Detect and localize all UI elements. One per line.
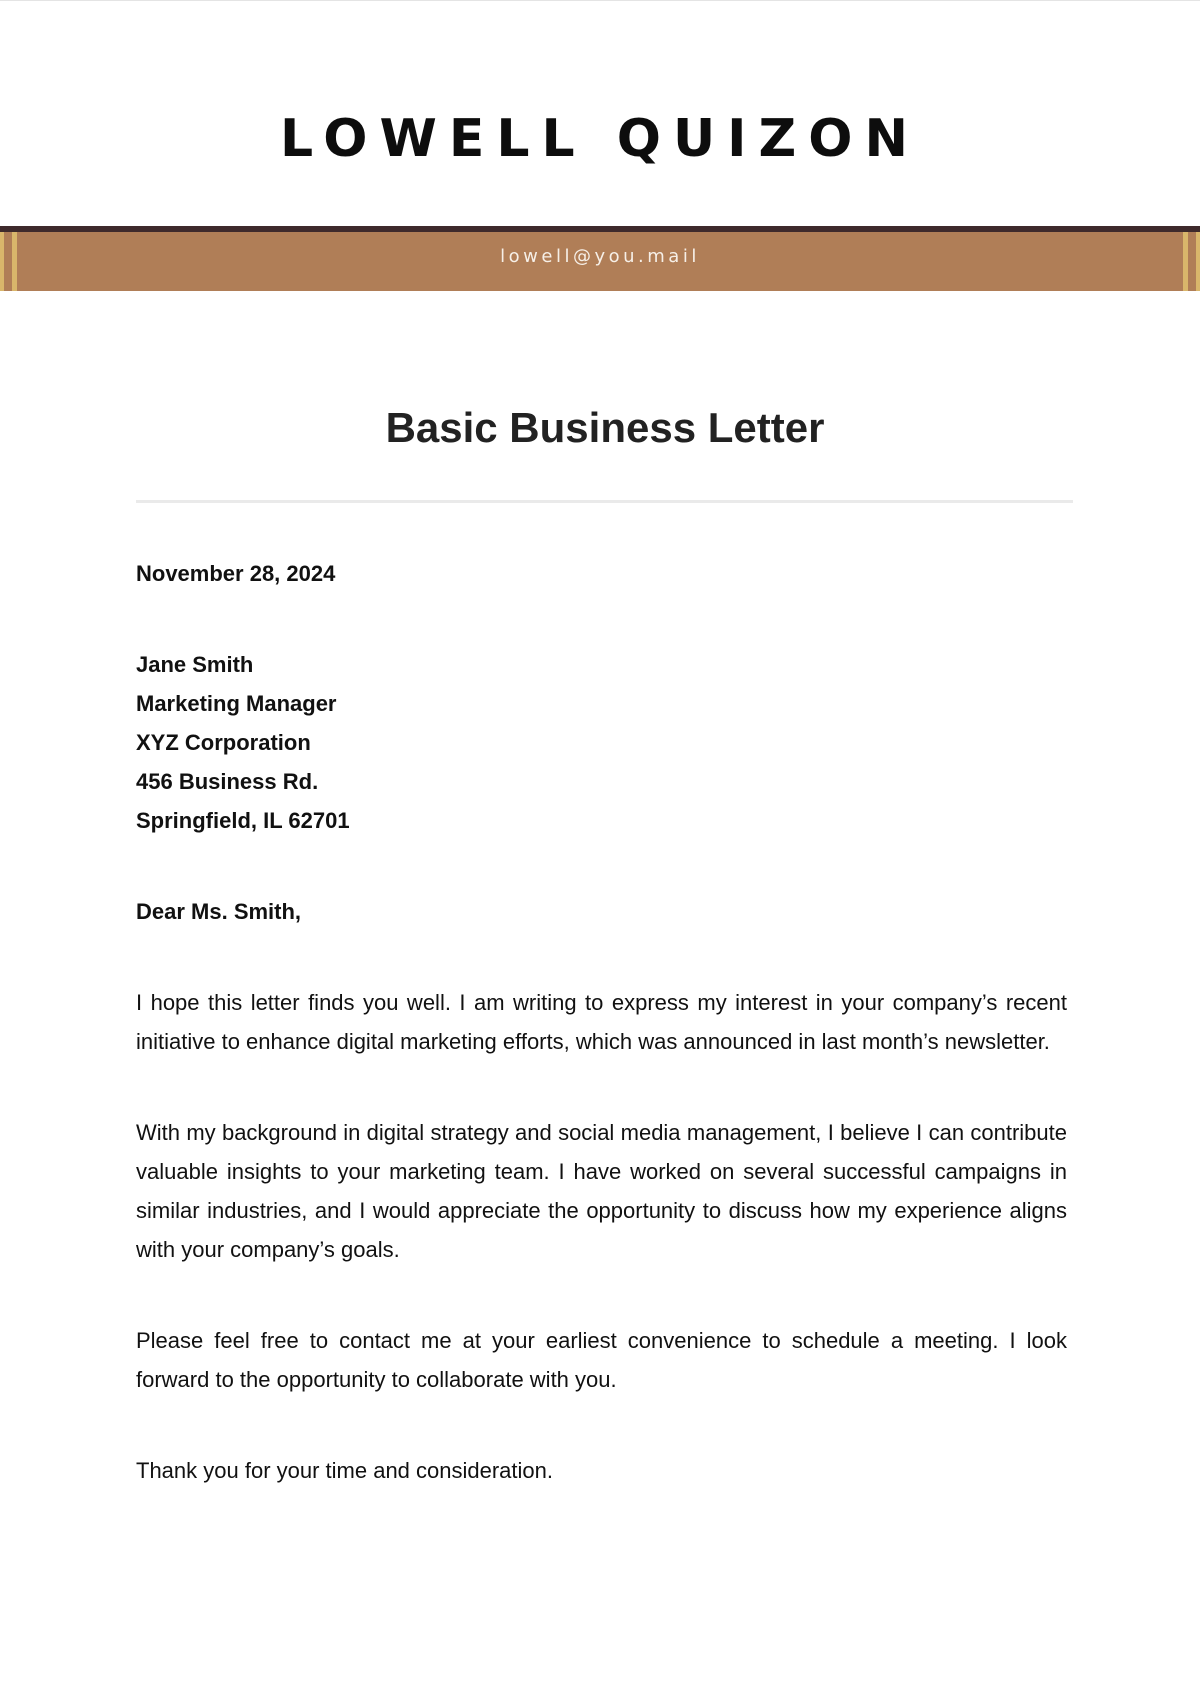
sender-name: LOWELL QUIZON <box>280 109 920 169</box>
recipient-block <box>136 645 1067 840</box>
body-paragraph: With my background in digital strategy and social media management, I believe I can contribute valuable insights to your marketing team. I have worked on several successful campaigns in similar industries, and I would appreciate the opportunity to discuss how my experience aligns with your company’s goals. <box>136 1120 1067 1262</box>
recipient-address-line1: 456 Business Rd. <box>136 769 319 794</box>
letter-body <box>136 554 1067 1542</box>
letter-date: November 28, 2024 <box>136 561 336 586</box>
contact-band <box>0 232 1200 291</box>
body-paragraph: I hope this letter finds you well. I am writing to express my interest in your company’s recent initiative to enhance digital marketing efforts, which was announced in last month’s newsletter. <box>136 990 1067 1054</box>
top-border <box>0 0 1200 1</box>
sender-email[interactable]: lowell@you.mail <box>500 246 700 267</box>
closing-paragraph: Thank you for your time and consideration. <box>136 1458 554 1483</box>
salutation: Dear Ms. Smith, <box>136 899 302 924</box>
recipient-company: XYZ Corporation <box>136 730 311 755</box>
body-paragraph: Please feel free to contact me at your earliest convenience to schedule a meeting. I look forward to the opportunity to collaborate with you. <box>136 1328 1067 1392</box>
document-title: Basic Business Letter <box>385 404 825 451</box>
title-divider <box>136 500 1073 503</box>
recipient-address-line2: Springfield, IL 62701 <box>136 808 350 833</box>
recipient-name: Jane Smith <box>136 652 254 677</box>
recipient-title: Marketing Manager <box>136 691 337 716</box>
